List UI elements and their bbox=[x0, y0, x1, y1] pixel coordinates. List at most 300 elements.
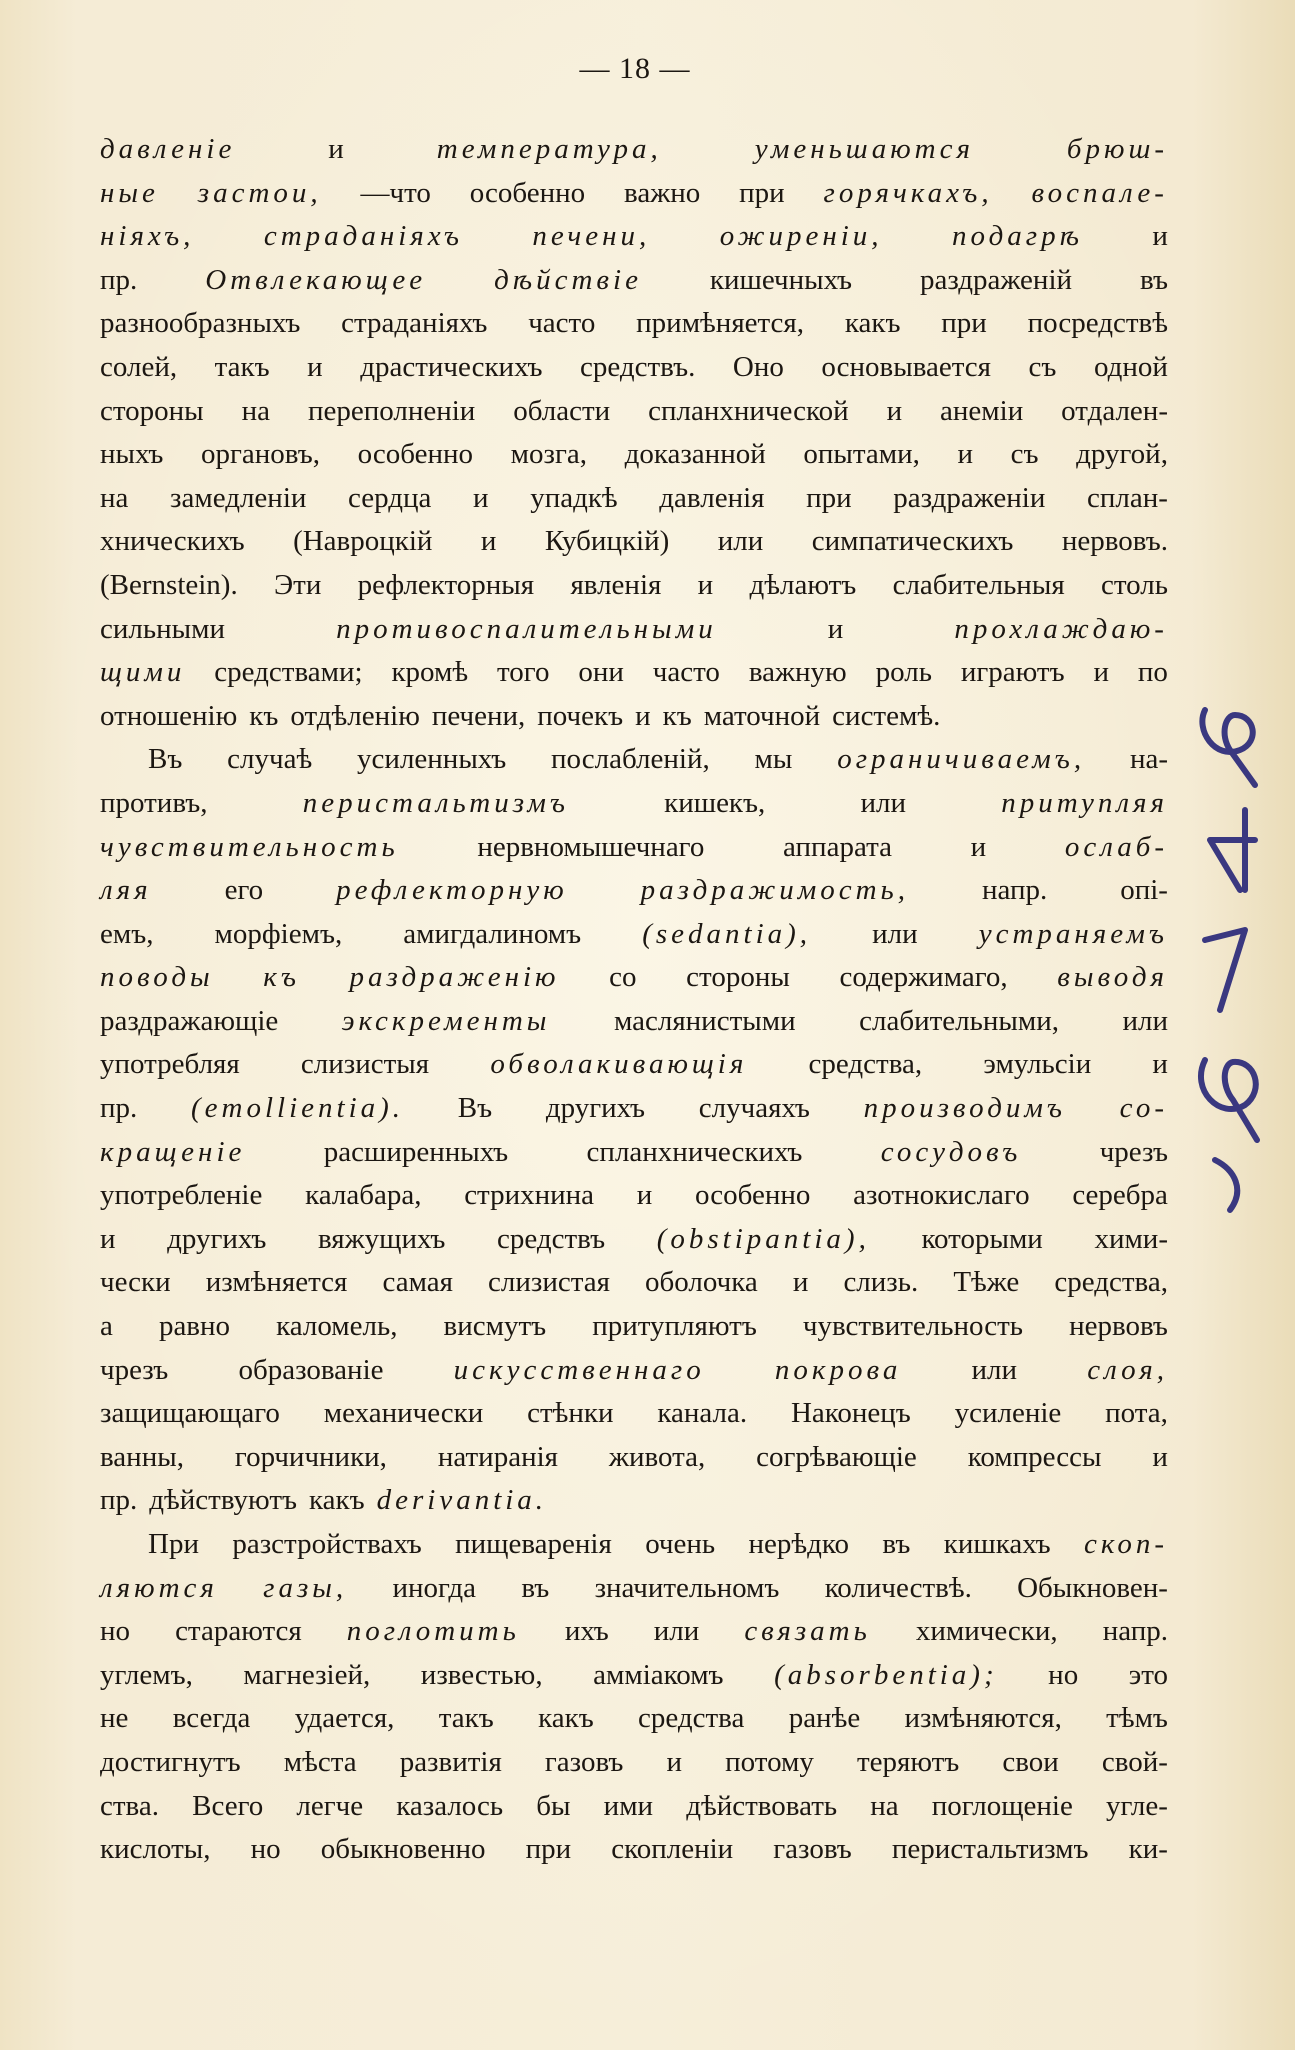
emphasized-word: раздражимость, bbox=[640, 874, 910, 907]
word: и bbox=[970, 830, 987, 863]
emphasized-word: обволакивающія bbox=[490, 1048, 748, 1081]
emphasized-word: искусственнаго bbox=[453, 1353, 705, 1386]
word: слизистыя bbox=[300, 1048, 430, 1081]
word: —что bbox=[360, 176, 431, 209]
word: азотнокислаго bbox=[853, 1179, 1030, 1212]
word: расширенныхъ bbox=[323, 1135, 509, 1168]
word: особенно bbox=[469, 176, 586, 209]
word: самая bbox=[382, 1266, 453, 1299]
text-line bbox=[100, 869, 1168, 913]
word: казалось bbox=[396, 1789, 504, 1822]
word: горчичники, bbox=[234, 1440, 387, 1473]
word: особенно bbox=[357, 438, 474, 471]
word: стѣнки bbox=[527, 1397, 614, 1430]
word: достигнутъ bbox=[100, 1745, 241, 1778]
word: и bbox=[957, 438, 974, 471]
word: нервномышечнаго bbox=[477, 830, 705, 863]
word: при bbox=[739, 176, 785, 209]
text-line bbox=[100, 520, 1168, 564]
word: нерѣдко bbox=[748, 1528, 850, 1560]
word: мѣста bbox=[283, 1745, 357, 1778]
word: на bbox=[241, 394, 271, 427]
word: ныхъ bbox=[100, 438, 164, 471]
word: примѣняется, bbox=[636, 307, 805, 340]
text-line bbox=[100, 1697, 1168, 1741]
word: кишекъ, bbox=[664, 786, 766, 819]
word: потому bbox=[725, 1745, 814, 1778]
word: другихъ bbox=[167, 1222, 267, 1255]
word: которыми bbox=[921, 1222, 1043, 1255]
word: спланхническихъ bbox=[586, 1135, 803, 1168]
word: рефлекторныя bbox=[357, 568, 535, 601]
text-line bbox=[100, 477, 1168, 521]
word: средства bbox=[638, 1702, 745, 1735]
word: но bbox=[100, 1615, 131, 1648]
word: особенно bbox=[695, 1179, 811, 1212]
word: дѣлаютъ bbox=[749, 568, 857, 601]
text-line bbox=[100, 390, 1168, 434]
word: послабленій, bbox=[551, 743, 710, 776]
word: случаяхъ bbox=[698, 1092, 810, 1125]
text-line bbox=[100, 956, 1168, 1000]
word: значительномъ bbox=[594, 1571, 780, 1604]
emphasized-word: ляются bbox=[100, 1571, 218, 1604]
word: и bbox=[1152, 1048, 1168, 1081]
word: напр. bbox=[981, 874, 1048, 907]
text-line bbox=[100, 913, 1168, 957]
word: часто bbox=[528, 307, 596, 340]
emphasized-word: подагрѣ bbox=[952, 220, 1083, 253]
text-line bbox=[100, 1261, 1168, 1305]
word: но bbox=[250, 1833, 281, 1866]
word: явленія bbox=[570, 568, 662, 601]
emphasized-word: ные bbox=[100, 176, 159, 209]
word: и bbox=[100, 1222, 116, 1255]
word: играютъ bbox=[960, 656, 1065, 689]
text-line bbox=[100, 1479, 1168, 1523]
emphasized-word: страданіяхъ bbox=[263, 220, 463, 253]
emphasized-word: ожиреніи, bbox=[719, 220, 883, 253]
word: или bbox=[971, 1353, 1018, 1386]
word: канала. bbox=[657, 1397, 748, 1430]
word: очень bbox=[645, 1528, 716, 1560]
text-line bbox=[100, 128, 1168, 172]
word: пр. bbox=[100, 1092, 138, 1125]
emphasized-word: ніяхъ, bbox=[100, 220, 195, 253]
text-line bbox=[100, 1131, 1168, 1175]
word: къ bbox=[249, 699, 279, 732]
word: углемъ, bbox=[100, 1658, 193, 1691]
emphasized-word: рефлекторную bbox=[336, 874, 568, 907]
emphasized-word: (absorbentia); bbox=[774, 1658, 998, 1691]
word: кромѣ bbox=[391, 656, 469, 689]
word: средства, bbox=[1054, 1266, 1168, 1299]
text-line bbox=[100, 1785, 1168, 1829]
word: стараются bbox=[175, 1615, 302, 1648]
word: оболочка bbox=[645, 1266, 758, 1299]
emphasized-word: (obstipantia), bbox=[656, 1222, 870, 1255]
word: и bbox=[697, 568, 714, 601]
word: эмульсіи bbox=[983, 1048, 1092, 1081]
page-number: — 18 — bbox=[579, 52, 691, 85]
word: и bbox=[307, 350, 323, 383]
word: и bbox=[473, 481, 489, 514]
word: системѣ. bbox=[832, 699, 941, 732]
word: сильными bbox=[100, 612, 225, 645]
word: пота, bbox=[1105, 1397, 1168, 1430]
word: такъ bbox=[438, 1702, 494, 1735]
word: перистальтизмъ bbox=[891, 1833, 1089, 1866]
word: раздраженіи bbox=[893, 481, 1046, 514]
word: или bbox=[653, 1615, 700, 1648]
word: раздраженій bbox=[919, 263, 1073, 296]
text-line bbox=[100, 1218, 1168, 1262]
word: развитія bbox=[399, 1745, 502, 1778]
emphasized-word: покрова bbox=[774, 1353, 902, 1386]
word: механически bbox=[323, 1397, 484, 1430]
word: усиленныхъ bbox=[357, 743, 507, 776]
word: страданіяхъ bbox=[341, 307, 488, 340]
word: посредствѣ bbox=[1027, 307, 1168, 340]
word: Въ bbox=[148, 743, 183, 776]
word: угле- bbox=[1106, 1789, 1168, 1822]
word: (Bernstein). bbox=[100, 568, 238, 601]
emphasized-word: (emollientia). bbox=[191, 1092, 405, 1125]
text-line bbox=[100, 1349, 1168, 1393]
word: давленія bbox=[659, 481, 765, 514]
emphasized-word: къ bbox=[263, 961, 300, 994]
word: доказанной bbox=[624, 438, 766, 471]
word: важную bbox=[748, 656, 847, 689]
word: переполненіи bbox=[307, 394, 476, 427]
emphasized-word: противоспалительными bbox=[336, 612, 717, 645]
word: живота, bbox=[608, 1440, 706, 1473]
word: важно bbox=[624, 176, 701, 209]
word: на bbox=[100, 481, 129, 514]
word: другихъ bbox=[545, 1092, 646, 1125]
word: мозга, bbox=[510, 438, 587, 471]
emphasized-word: кращеніе bbox=[100, 1135, 246, 1168]
text-line bbox=[100, 172, 1168, 216]
word: дѣйствовать bbox=[686, 1789, 838, 1822]
text-line bbox=[100, 1828, 1168, 1872]
text-line bbox=[100, 1610, 1168, 1654]
word: роль bbox=[875, 656, 932, 689]
emphasized-word: прохлаждаю- bbox=[954, 612, 1168, 645]
word: они bbox=[578, 656, 624, 689]
word: пр. bbox=[100, 263, 138, 296]
word: При bbox=[148, 1528, 199, 1560]
word: Обыкновен- bbox=[1017, 1571, 1168, 1604]
word: каломель, bbox=[276, 1310, 398, 1343]
word: натиранія bbox=[437, 1440, 558, 1473]
emphasized-word: выводя bbox=[1057, 961, 1168, 994]
word: притупляютъ bbox=[592, 1310, 757, 1343]
text-line bbox=[100, 1000, 1168, 1044]
word: симпатическихъ bbox=[811, 525, 1014, 558]
emphasized-word: слоя, bbox=[1087, 1353, 1168, 1386]
word: слизь. bbox=[843, 1266, 919, 1299]
word: и bbox=[666, 1745, 683, 1778]
emphasized-word: газы, bbox=[263, 1571, 348, 1604]
word: Въ bbox=[457, 1092, 493, 1125]
word: почекъ bbox=[537, 699, 624, 732]
word: къ bbox=[662, 699, 692, 732]
emphasized-word: Отвлекающее bbox=[205, 263, 427, 296]
word: какъ bbox=[538, 1702, 594, 1735]
word: или bbox=[860, 786, 907, 819]
word: легче bbox=[296, 1789, 364, 1822]
word: и bbox=[636, 1179, 653, 1212]
word: другой, bbox=[1076, 438, 1168, 471]
word: не bbox=[100, 1702, 129, 1735]
word: а bbox=[100, 1310, 113, 1343]
text-line bbox=[100, 1174, 1168, 1218]
word: при bbox=[941, 307, 987, 340]
word: ими bbox=[603, 1789, 654, 1822]
word: известью, bbox=[420, 1658, 543, 1691]
word: газовъ bbox=[544, 1745, 624, 1778]
word: печени, bbox=[431, 699, 526, 732]
word: и bbox=[480, 525, 497, 558]
word: висмутъ bbox=[443, 1310, 547, 1343]
text-line bbox=[100, 433, 1168, 477]
text-line bbox=[100, 1305, 1168, 1349]
emphasized-word: печени, bbox=[532, 220, 651, 253]
word: упадкѣ bbox=[530, 481, 618, 514]
word: вяжущихъ bbox=[317, 1222, 446, 1255]
emphasized-word: перистальтизмъ bbox=[302, 786, 569, 819]
word: такъ bbox=[214, 350, 270, 383]
word: отдѣленію bbox=[290, 699, 420, 732]
word: кишечныхъ bbox=[709, 263, 852, 296]
word: но bbox=[1048, 1658, 1079, 1691]
word: амигдалиномъ bbox=[403, 917, 582, 950]
word: хническихъ bbox=[100, 525, 245, 558]
emphasized-word: сосудовъ bbox=[880, 1135, 1022, 1168]
emphasized-word: экскременты bbox=[341, 1004, 551, 1037]
word: средствъ bbox=[496, 1222, 606, 1255]
word: при bbox=[806, 481, 852, 514]
word: при bbox=[525, 1833, 572, 1866]
word: стороны bbox=[100, 394, 204, 427]
word: того bbox=[497, 656, 550, 689]
word: емъ, bbox=[100, 917, 154, 950]
word: морфіемъ, bbox=[214, 917, 343, 950]
word: Всего bbox=[192, 1789, 264, 1822]
word: всегда bbox=[172, 1702, 251, 1735]
word: противъ, bbox=[100, 786, 208, 819]
word: слабительныя bbox=[892, 568, 1065, 601]
word: бы bbox=[536, 1789, 571, 1822]
text-line bbox=[100, 1523, 1168, 1567]
emphasized-word: притупляя bbox=[1001, 786, 1168, 819]
word: кислоты, bbox=[100, 1833, 211, 1866]
word: его bbox=[224, 874, 264, 907]
body-text bbox=[100, 128, 1168, 1872]
word: основывается bbox=[821, 350, 992, 383]
word: столь bbox=[1100, 568, 1168, 601]
word: газовъ bbox=[773, 1833, 852, 1866]
word: слабительными, bbox=[859, 1004, 1059, 1037]
word: и bbox=[328, 133, 344, 165]
word: образованіе bbox=[238, 1353, 384, 1386]
emphasized-word: температура, bbox=[436, 133, 662, 165]
emphasized-word: ляя bbox=[100, 874, 152, 907]
word: маслянистыми bbox=[613, 1004, 796, 1037]
word: Тѣже bbox=[953, 1266, 1020, 1299]
word: ранѣе bbox=[788, 1702, 861, 1735]
word: опі- bbox=[1120, 874, 1168, 907]
word: пр. bbox=[100, 1484, 138, 1517]
word: опытами, bbox=[803, 438, 920, 471]
word: компрессы bbox=[967, 1440, 1102, 1473]
word: аппарата bbox=[783, 830, 892, 863]
word: усиленіе bbox=[954, 1397, 1062, 1430]
word: кишкахъ bbox=[943, 1528, 1051, 1560]
word: на- bbox=[1129, 743, 1168, 776]
text-line bbox=[100, 1741, 1168, 1785]
word: какъ bbox=[309, 1484, 365, 1517]
text-line bbox=[100, 1654, 1168, 1698]
word: нервовъ bbox=[1069, 1310, 1168, 1343]
text-line bbox=[100, 1436, 1168, 1480]
text-line bbox=[100, 651, 1168, 695]
text-line bbox=[100, 608, 1168, 652]
word: стороны bbox=[686, 961, 790, 994]
word: одной bbox=[1093, 350, 1168, 383]
emphasized-word: поводы bbox=[100, 961, 214, 994]
word: чрезъ bbox=[1099, 1135, 1168, 1168]
word: калабара, bbox=[305, 1179, 422, 1212]
word: теряютъ bbox=[856, 1745, 960, 1778]
word: ванны, bbox=[100, 1440, 184, 1473]
word: ки- bbox=[1128, 1833, 1168, 1866]
word: и bbox=[827, 612, 844, 645]
word: химически, bbox=[915, 1615, 1058, 1648]
word: содержимаго, bbox=[839, 961, 1008, 994]
word: защищающаго bbox=[100, 1397, 280, 1430]
word: сплан- bbox=[1086, 481, 1168, 514]
emphasized-word: застои, bbox=[197, 176, 322, 209]
word: маточной bbox=[703, 699, 821, 732]
word: средства, bbox=[808, 1048, 923, 1081]
text-line bbox=[100, 695, 1168, 739]
word: Наконецъ bbox=[790, 1397, 911, 1430]
word: согрѣвающіе bbox=[756, 1440, 917, 1473]
word: съ bbox=[1028, 350, 1057, 383]
text-line bbox=[100, 302, 1168, 346]
text-line bbox=[100, 826, 1168, 870]
word: со bbox=[609, 961, 637, 994]
word: измѣняется bbox=[205, 1266, 348, 1299]
handwritten-page-mark bbox=[1185, 690, 1275, 1230]
emphasized-word: поглотить bbox=[346, 1615, 520, 1648]
emphasized-word: связать bbox=[744, 1615, 871, 1648]
word: спланхнической bbox=[648, 394, 849, 427]
word: или bbox=[1122, 1004, 1168, 1037]
word: отношенію bbox=[100, 699, 238, 732]
text-line bbox=[100, 1043, 1168, 1087]
word: мы bbox=[754, 743, 793, 776]
word: на bbox=[870, 1789, 899, 1822]
text-line bbox=[100, 215, 1168, 259]
word: и bbox=[1152, 1440, 1168, 1473]
emphasized-word: дѣйствіе bbox=[494, 263, 642, 296]
word: чувствительность bbox=[802, 1310, 1024, 1343]
word: скопленіи bbox=[611, 1833, 734, 1866]
word: средствъ. bbox=[580, 350, 696, 383]
word: разстройствахъ bbox=[232, 1528, 422, 1560]
emphasized-word: давленіе bbox=[100, 133, 236, 165]
emphasized-word: (sedantia), bbox=[642, 917, 812, 950]
word: серебра bbox=[1072, 1179, 1168, 1212]
word: анеміи bbox=[940, 394, 1024, 427]
word: удается, bbox=[294, 1702, 395, 1735]
word: дѣйствуютъ bbox=[149, 1484, 297, 1517]
word: пищеваренія bbox=[455, 1528, 612, 1560]
emphasized-word: уменьшаются bbox=[754, 133, 974, 165]
word: отдален- bbox=[1061, 394, 1168, 427]
word: свои bbox=[1002, 1745, 1059, 1778]
text-line bbox=[100, 346, 1168, 390]
word: и bbox=[886, 394, 903, 427]
word: и bbox=[1152, 220, 1168, 253]
text-line bbox=[100, 259, 1168, 303]
text-line bbox=[100, 1087, 1168, 1131]
text-line bbox=[100, 738, 1168, 782]
word: чески bbox=[100, 1266, 171, 1299]
word: органовъ, bbox=[201, 438, 321, 471]
text-line bbox=[100, 782, 1168, 826]
word: Кубицкій) bbox=[544, 525, 670, 558]
emphasized-word: устраняемъ bbox=[978, 917, 1168, 950]
word: слизистая bbox=[488, 1266, 610, 1299]
word: равно bbox=[158, 1310, 231, 1343]
word: иногда bbox=[392, 1571, 477, 1604]
word: чрезъ bbox=[100, 1353, 169, 1386]
word: измѣняются, bbox=[904, 1702, 1062, 1735]
word: сердца bbox=[348, 481, 432, 514]
word: съ bbox=[1010, 438, 1039, 471]
word: свой- bbox=[1101, 1745, 1168, 1778]
word: поглощеніе bbox=[931, 1789, 1073, 1822]
word: стрихнина bbox=[464, 1179, 595, 1212]
word: напр. bbox=[1102, 1615, 1168, 1648]
word: по bbox=[1137, 656, 1168, 689]
word: Эти bbox=[274, 568, 322, 601]
emphasized-word: чувствительность bbox=[100, 830, 399, 863]
word: (Навроцкій bbox=[293, 525, 433, 558]
emphasized-word: брюш- bbox=[1066, 133, 1168, 165]
word: разнообразныхъ bbox=[100, 307, 301, 340]
text-line bbox=[100, 1392, 1168, 1436]
word: нервовъ. bbox=[1061, 525, 1168, 558]
word: употребленіе bbox=[100, 1179, 263, 1212]
word: магнезіей, bbox=[243, 1658, 371, 1691]
emphasized-word: ослаб- bbox=[1064, 830, 1168, 863]
word: и bbox=[1093, 656, 1109, 689]
text-line bbox=[100, 1567, 1168, 1611]
word: замедленіи bbox=[170, 481, 307, 514]
emphasized-word: скоп- bbox=[1083, 1528, 1168, 1560]
emphasized-word: воспале- bbox=[1031, 176, 1168, 209]
emphasized-word: со- bbox=[1119, 1092, 1168, 1125]
word: средствами; bbox=[214, 656, 363, 689]
emphasized-word: производимъ bbox=[863, 1092, 1066, 1125]
word: ства. bbox=[100, 1789, 159, 1822]
word: и bbox=[792, 1266, 809, 1299]
